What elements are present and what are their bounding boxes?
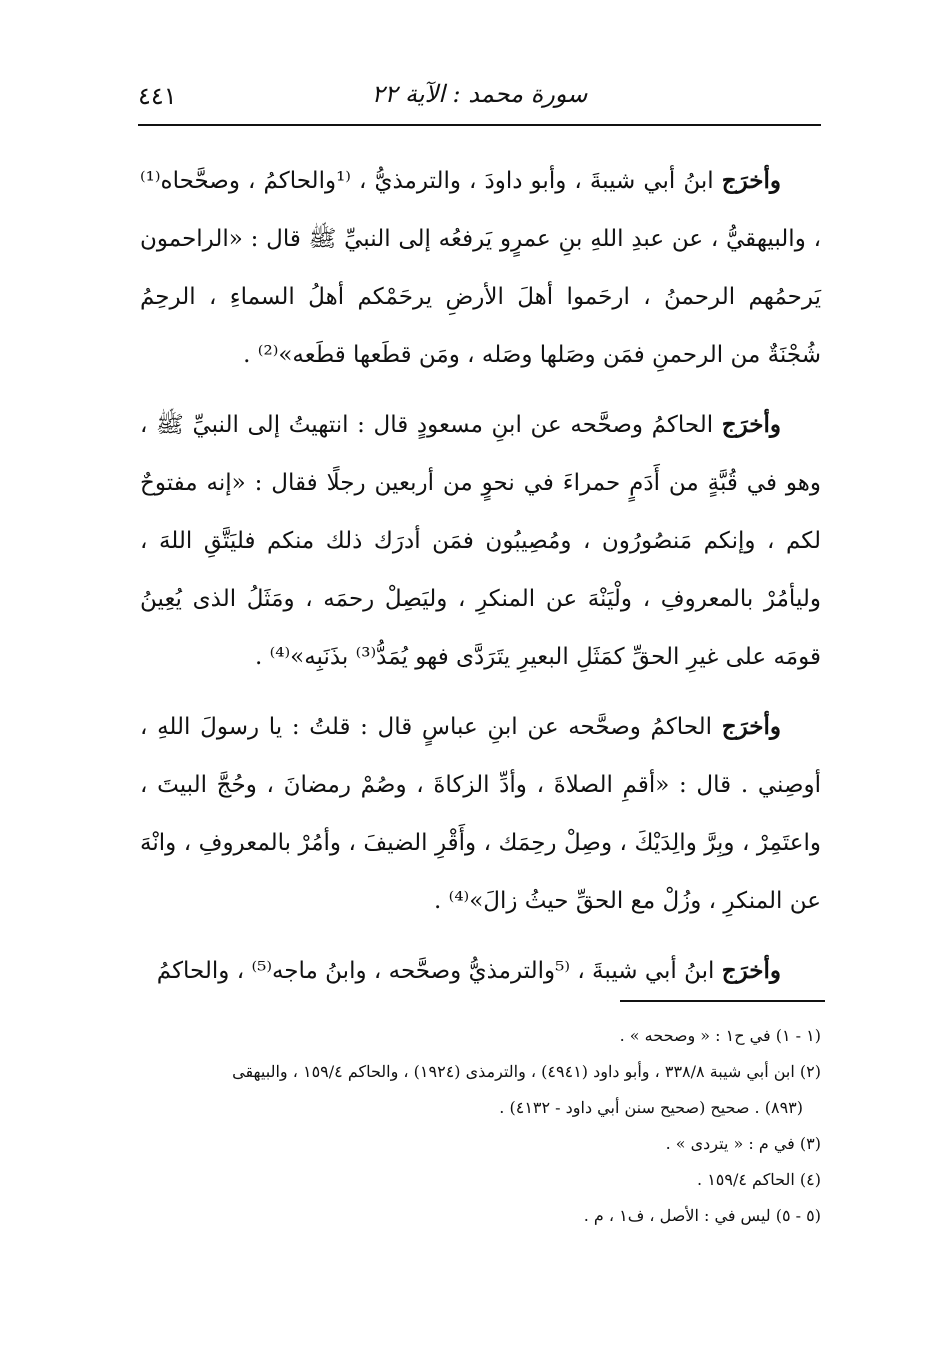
main-text [140,152,821,1012]
paragraph-lead: وأخرَج [721,713,781,740]
footnote: (٣) في م : « يتردى » . [665,1134,821,1153]
running-header [138,80,821,124]
header-rule [138,124,821,126]
page-number: ٤٤١ [138,82,177,110]
footnote-rule [620,1000,825,1002]
paragraph-lead: وأخرَج [721,957,781,984]
footnote: (١ - ١) في ح١ : « وصححه » . [619,1026,821,1045]
paragraph [140,698,821,930]
paragraph-lead: وأخرَج [721,411,781,438]
footnote-continuation: (٨٩٣) . صحيح (صحيح سنن أبي داود - ٤١٣٢) . [499,1098,803,1117]
paragraph-lead: وأخرَج [721,167,781,194]
paragraph-text: ابنُ أبي شيبةَ ، ⁽⁵والترمذيُّ وصحَّحه ، وابنُ ماجه⁽⁵⁾ ، والحاكمُ [156,958,722,984]
paragraph-text: الحاكمُ وصحَّحه عن ابنِ مسعودٍ قال : انتهيتُ إلى النبيِّ ﷺ ، وهو في قُبَّةٍ من أَدَمٍ حمراءَ في نحوٍ من أربعين رجلًا فقال : «إنه مفتوحٌ لكم ، وإنكم مَنصُورُون ، ومُصِيبُون فمَن أدرَك ذلك منكم فليَتَّقِ اللهَ ، وليأمُرْ بالمعروفِ ، ولْيَنْهَ عن المنكرِ ، وليَصِلْ رحمَه ، ومَثَلُ الذى يُعِينُ قومَه على غيرِ الحقِّ كمَثَلِ البعيرِ يتَرَدَّى فهو يُمَدُّ⁽³⁾ بذَنَبِه»⁽⁴⁾ . [140,412,821,670]
paragraph-text: الحاكمُ وصحَّحه عن ابنِ عباسٍ قال : قلتُ : يا رسولَ اللهِ ، أوصِني . قال : «أقمِ الصلاةَ ، وأدِّ الزكاةَ ، وصُمْ رمضانَ ، وحُجَّ البيتَ ، واعتَمِرْ ، وبِرَّ والِدَيْكَ ، وصِلْ رحِمَك ، وأَقْرِ الضيفَ ، وأمُرْ بالمعروفِ ، وانْهَ عن المنكرِ ، وزُلْ مع الحقِّ حيثُ زالَ»⁽⁴⁾ . [140,714,821,914]
paragraph [140,942,821,1000]
footnote: (٤) الحاكم ١٥٩/٤ . [697,1170,821,1189]
paragraph [140,396,821,686]
header-title: سورة محمد : الآية ٢٢ [371,80,588,108]
paragraph-text: ابنُ أبي شيبةَ ، وأبو داودَ ، والترمذيُّ ، ⁽¹والحاكمُ ، وصحَّحاه⁽¹⁾ ، والبيهقيُّ ، عن عبدِ اللهِ بنِ عمرٍو يَرفعُه إلى النبيِّ ﷺ قال : «الراحمون يَرحمُهم الرحمنُ ، ارحَموا أهلَ الأرضِ يرحَمْكم أهلُ السماءِ ، الرحِمُ شُجْنَةٌ من الرحمنِ فمَن وصَلها وصَله ، ومَن قطَعها قطَعه»⁽²⁾ . [140,168,821,368]
footnotes [140,1018,821,1234]
footnote: (٥ - ٥) ليس في : الأصل ، ف١ ، م . [583,1206,821,1225]
footnote: (٢) ابن أبي شيبة ٣٣٨/٨ ، وأبو داود (٤٩٤١) ، والترمذى (١٩٢٤) ، والحاكم ١٥٩/٤ ، والبيهقى [232,1062,821,1081]
paragraph [140,152,821,384]
